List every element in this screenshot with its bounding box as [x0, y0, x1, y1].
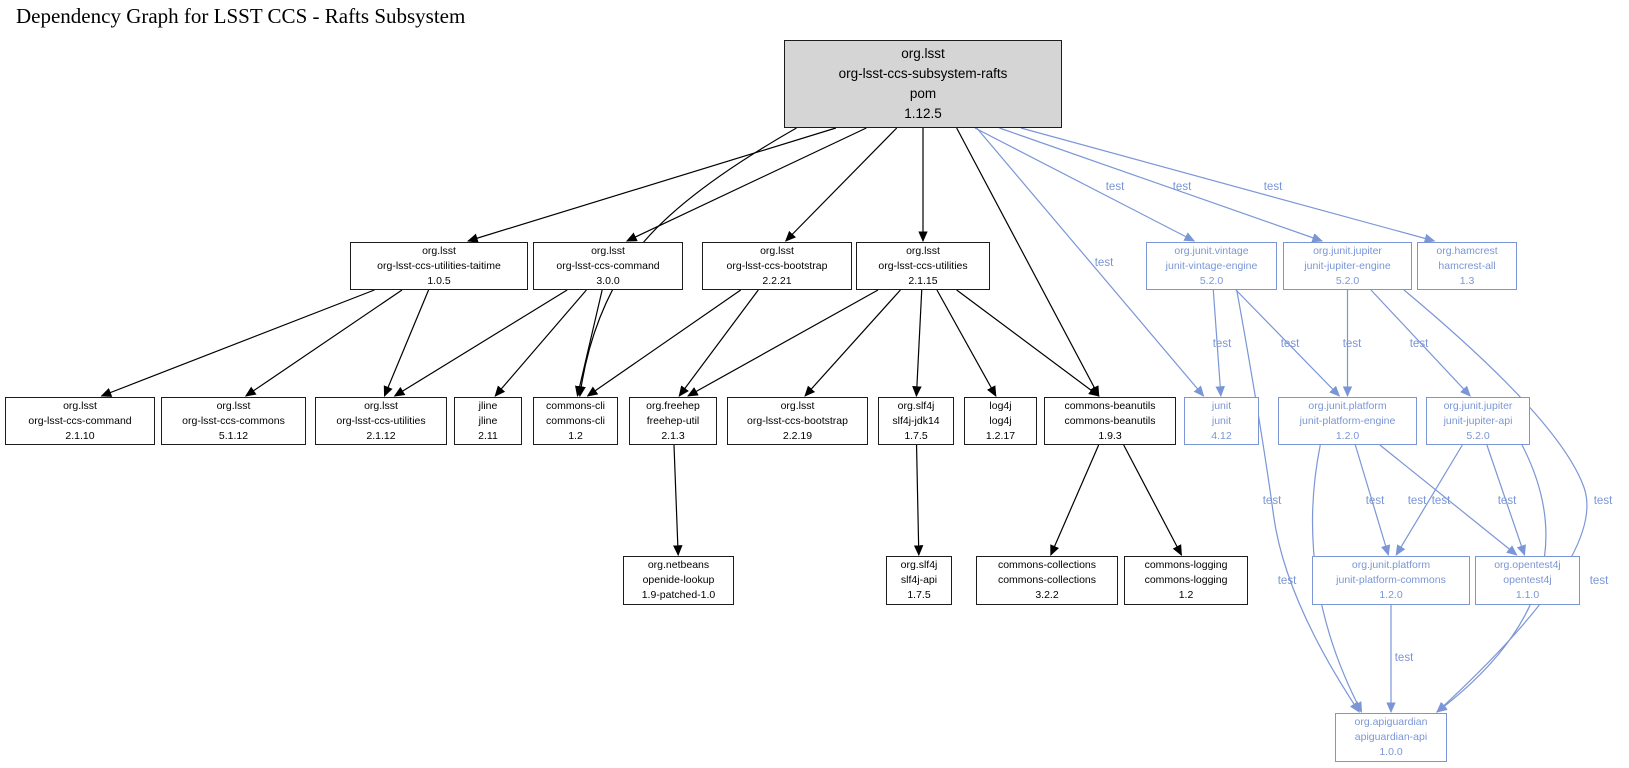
node-commonsCli: [533, 397, 618, 445]
edge-taitime-to-ccsUtilities212: [384, 290, 428, 396]
node-ccsCommand210-line: 2.1.10: [65, 429, 95, 442]
node-jline-line: jline: [478, 399, 498, 412]
node-jupiterEngine-line: junit-jupiter-engine: [1304, 259, 1391, 272]
node-beanutils-line: commons-beanutils: [1064, 399, 1156, 412]
node-ccsBootstrap219: [727, 397, 868, 445]
node-root-line: org-lsst-ccs-subsystem-rafts: [838, 66, 1008, 81]
node-jline: [454, 397, 522, 445]
node-commonsLogging: [1124, 556, 1248, 605]
node-beanutils: [1044, 397, 1176, 445]
node-openide-line: org.netbeans: [647, 559, 710, 571]
node-vintage-line: 5.2.0: [1199, 274, 1224, 287]
node-command3-line: org-lsst-ccs-command: [556, 259, 660, 272]
node-jupiterApi: [1426, 397, 1530, 445]
node-slf4jApi: [886, 556, 952, 605]
edge-jupiterApi-to-platformCommons: [1396, 445, 1462, 555]
node-vintage-line: junit-vintage-engine: [1165, 259, 1258, 272]
node-jupiterEngine-line: org.junit.jupiter: [1313, 244, 1382, 257]
node-ccsCommand210-line: org-lsst-ccs-command: [28, 414, 132, 427]
node-slf4jApi-line: slf4j-api: [900, 574, 938, 586]
node-root-line: 1.12.5: [904, 106, 942, 121]
node-jupiterApi-line: org.junit.jupiter: [1443, 399, 1513, 412]
node-commonsCollections-line: 3.2.2: [1035, 589, 1059, 601]
node-jupiterEngine: [1283, 242, 1412, 290]
edge-root-to-bootstrap221: [786, 128, 897, 241]
node-bootstrap221-line: 2.2.21: [762, 274, 792, 287]
node-freehep-line: 2.1.3: [661, 429, 685, 442]
node-command3-line: org.lsst: [591, 244, 625, 257]
edge-bootstrap221-to-commonsCli: [588, 290, 741, 396]
node-platformCommons-line: org.junit.platform: [1351, 559, 1431, 571]
node-platformEngine-line: junit-platform-engine: [1299, 414, 1396, 427]
edge-label-jupiterApi-to-opentest4j: test: [1497, 495, 1517, 507]
edge-label-root-to-vintage: test: [1105, 181, 1125, 193]
node-utilities215-line: org-lsst-ccs-utilities: [878, 259, 968, 272]
edge-label-jupiterApi-to-platformCommons: test: [1431, 495, 1451, 507]
edge-label-root-to-hamcrest: test: [1263, 181, 1283, 193]
node-commonsCli-line: commons-cli: [546, 414, 605, 427]
edge-label-platformEngine-to-platformCommons: test: [1365, 495, 1385, 507]
node-command3-line: 3.0.0: [596, 274, 620, 287]
edge-utilities215-to-freehep: [688, 290, 878, 396]
node-platformEngine: [1278, 397, 1417, 445]
graph-title: Dependency Graph for LSST CCS - Rafts Subsystem: [16, 4, 466, 28]
node-ccsCommand210: [5, 397, 155, 445]
node-beanutils-line: commons-beanutils: [1064, 414, 1156, 427]
node-hamcrest: [1417, 242, 1517, 290]
edge-label-vintage-to-junit412: test: [1212, 338, 1232, 350]
node-taitime-line: org.lsst: [422, 244, 456, 257]
node-openide: [623, 556, 734, 605]
edge-label-vintage-to-apiguardian: test: [1262, 495, 1282, 507]
node-junit412-line: 4.12: [1211, 429, 1232, 442]
node-apiguardian: [1335, 713, 1447, 762]
edge-utilities215-to-ccsBootstrap219: [805, 290, 900, 396]
node-jupiterApi-line: 5.2.0: [1466, 429, 1490, 442]
node-slf4jJdk14-line: 1.7.5: [904, 429, 928, 442]
node-junit412-line: junit: [1211, 399, 1232, 412]
node-log4j-line: 1.2.17: [985, 429, 1016, 442]
node-hamcrest-line: org.hamcrest: [1436, 244, 1498, 257]
node-junit412-line: junit: [1211, 414, 1232, 427]
node-commonsCollections: [976, 556, 1118, 605]
edge-label-platformEngine-to-apiguardian: test: [1277, 575, 1297, 587]
node-freehep-line: org.freehep: [646, 399, 700, 412]
node-ccsCommons: [161, 397, 306, 445]
node-commonsCollections-line: commons-collections: [997, 574, 1097, 586]
node-platformCommons-line: junit-platform-commons: [1336, 574, 1446, 586]
node-commonsLogging-line: 1.2: [1178, 589, 1194, 601]
node-ccsCommons-line: org.lsst: [216, 399, 251, 412]
node-apiguardian-line: apiguardian-api: [1354, 731, 1428, 743]
node-ccsUtilities212-line: org.lsst: [364, 399, 398, 412]
node-slf4jApi-line: org.slf4j: [900, 559, 938, 571]
edge-utilities215-to-beanutils: [957, 290, 1099, 396]
node-slf4jJdk14: [878, 397, 954, 445]
node-opentest4j-line: org.opentest4j: [1494, 559, 1561, 571]
node-ccsCommand210-line: org.lsst: [63, 399, 97, 412]
node-bootstrap221-line: org.lsst: [760, 244, 794, 257]
node-apiguardian-line: 1.0.0: [1379, 746, 1403, 758]
node-freehep-line: freehep-util: [646, 414, 700, 427]
edge-beanutils-to-commonsCollections: [1051, 445, 1099, 555]
node-commonsCli-line: 1.2: [568, 429, 583, 442]
edge-taitime-to-ccsCommand210: [102, 290, 375, 396]
node-log4j-line: log4j: [989, 399, 1012, 412]
node-platformCommons-line: 1.2.0: [1379, 589, 1403, 601]
node-slf4jJdk14-line: slf4j-jdk14: [892, 414, 940, 427]
edge-utilities215-to-slf4jJdk14: [916, 290, 921, 396]
node-ccsUtilities212: [315, 397, 447, 445]
node-hamcrest-line: 1.3: [1459, 274, 1475, 287]
node-opentest4j-line: opentest4j: [1503, 574, 1552, 586]
edge-root-to-hamcrest: [1021, 128, 1434, 241]
node-openide-line: openide-lookup: [642, 574, 715, 586]
edge-label-jupiterApi-to-apiguardian: test: [1589, 575, 1609, 587]
node-jupiterApi-line: junit-jupiter-api: [1443, 414, 1513, 427]
edge-root-to-taitime: [468, 128, 836, 241]
node-ccsUtilities212-line: 2.1.12: [366, 429, 396, 442]
node-opentest4j-line: 1.1.0: [1515, 589, 1540, 601]
node-root-line: pom: [909, 86, 937, 101]
edge-label-root-to-junit412: test: [1094, 257, 1114, 269]
node-taitime-line: 1.0.5: [427, 274, 451, 287]
node-bootstrap221: [702, 242, 852, 290]
edge-utilities215-to-log4j: [937, 290, 996, 396]
node-root-line: org.lsst: [901, 46, 945, 61]
node-command3: [533, 242, 683, 290]
edge-freehep-to-openide: [674, 445, 678, 555]
edge-command3-to-commonsCli: [577, 290, 602, 396]
node-commonsLogging-line: commons-logging: [1144, 574, 1228, 586]
node-ccsUtilities212-line: org-lsst-ccs-utilities: [336, 414, 426, 427]
node-utilities215-line: org.lsst: [906, 244, 940, 257]
node-beanutils-line: 1.9.3: [1098, 429, 1122, 442]
node-freehep: [629, 397, 717, 445]
node-jline-line: jline: [478, 414, 498, 427]
node-taitime-line: org-lsst-ccs-utilities-taitime: [377, 259, 501, 272]
node-utilities215: [856, 242, 990, 290]
node-commonsLogging-line: commons-logging: [1144, 559, 1228, 571]
node-log4j-line: log4j: [989, 414, 1012, 427]
node-ccsCommons-line: 5.1.12: [218, 429, 249, 442]
edge-label-jupiterEngine-to-apiguardian: test: [1593, 495, 1613, 507]
edge-label-platformEngine-to-opentest4j: test: [1407, 495, 1427, 507]
node-hamcrest-line: hamcrest-all: [1438, 259, 1496, 272]
node-junit412: [1184, 397, 1259, 445]
node-utilities215-line: 2.1.15: [908, 274, 938, 287]
node-platformEngine-line: org.junit.platform: [1308, 399, 1387, 412]
node-openide-line: 1.9-patched-1.0: [641, 589, 716, 601]
node-slf4jJdk14-line: org.slf4j: [897, 399, 935, 412]
node-commonsCli-line: commons-cli: [546, 399, 605, 412]
node-vintage-line: org.junit.vintage: [1174, 244, 1249, 257]
node-ccsBootstrap219-line: org.lsst: [780, 399, 815, 412]
node-log4j: [964, 397, 1037, 445]
node-bootstrap221-line: org-lsst-ccs-bootstrap: [726, 259, 828, 272]
node-ccsBootstrap219-line: 2.2.19: [782, 429, 813, 442]
node-ccsBootstrap219-line: org-lsst-ccs-bootstrap: [747, 414, 848, 427]
node-jline-line: 2.11: [478, 429, 498, 442]
node-root: [784, 40, 1062, 128]
edge-label-root-to-jupiterEngine: test: [1172, 181, 1192, 193]
node-vintage: [1146, 242, 1277, 290]
edge-slf4jJdk14-to-slf4jApi: [917, 445, 919, 555]
node-slf4jApi-line: 1.7.5: [907, 589, 931, 601]
edge-label-jupiterEngine-to-platformEngine: test: [1342, 338, 1362, 350]
edge-beanutils-to-commonsLogging: [1124, 445, 1182, 555]
node-commonsCollections-line: commons-collections: [997, 559, 1097, 571]
node-jupiterEngine-line: 5.2.0: [1335, 274, 1360, 287]
node-platformCommons: [1312, 556, 1470, 605]
node-opentest4j: [1475, 556, 1580, 605]
node-ccsCommons-line: org-lsst-ccs-commons: [182, 414, 285, 427]
node-taitime: [350, 242, 528, 290]
edge-taitime-to-ccsCommons: [246, 290, 402, 396]
node-platformEngine-line: 1.2.0: [1335, 429, 1360, 442]
edge-label-vintage-to-platformEngine: test: [1280, 338, 1300, 350]
edge-label-jupiterEngine-to-jupiterApi: test: [1409, 338, 1429, 350]
edge-label-platformCommons-to-apiguardian: test: [1394, 652, 1414, 664]
node-apiguardian-line: org.apiguardian: [1354, 716, 1428, 728]
edge-root-to-command3: [627, 128, 866, 241]
